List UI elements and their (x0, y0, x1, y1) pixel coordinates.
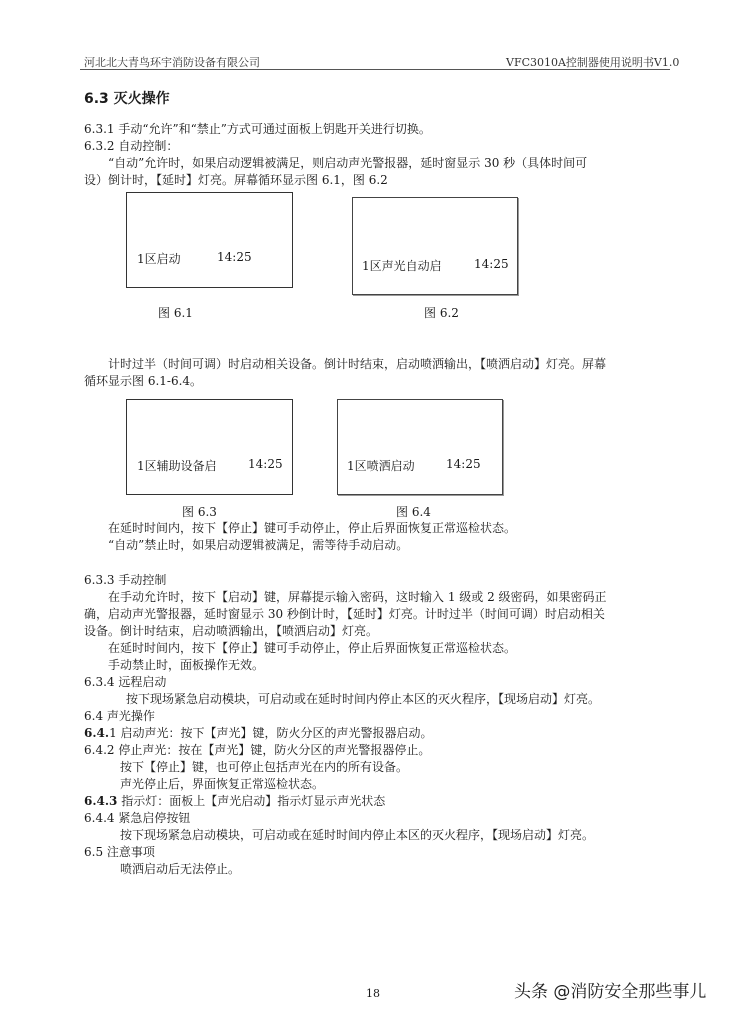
figure-6-3-text: 1区辅助设备启 (137, 459, 217, 473)
text-6-4-3 (84, 793, 385, 809)
figure-6-4-screen (337, 399, 503, 495)
text-manual-forbid: 手动禁止时，面板操作无效。 (108, 658, 265, 672)
figure-6-4-text: 1区喷洒启动 (347, 459, 415, 473)
text-6-4-4-heading: 6.4.4 紧急启停按钮 (84, 811, 191, 825)
section-title: 6.3 灭火操作 (84, 91, 170, 107)
text-auto-allow: “自动”允许时，如果启动逻辑被满足，则启动声光警报器，延时窗显示 30 秒（具体时间可 (108, 156, 588, 170)
figure-6-1-screen (126, 192, 293, 288)
header-manual-title: VFC3010A控制器使用说明书V1.0 (506, 56, 680, 69)
text-manual-allow: 在手动允许时，按下【启动】键，屏幕提示输入密码，这时输入 1 级或 2 级密码，如果密码正 (108, 590, 607, 604)
figure-6-3-caption: 图 6.3 (182, 505, 217, 519)
text-6-3-1: 6.3.1 手动“允许”和“禁止”方式可通过面板上钥匙开关进行切换。 (84, 122, 431, 136)
figure-6-4-time: 14:25 (446, 457, 481, 471)
text-6-4-3-number: 6.4.3 (84, 794, 118, 808)
text-manual-stop: 在延时时间内，按下【停止】键可手动停止，停止后界面恢复正常巡检状态。 (108, 641, 517, 655)
watermark: 头条 @消防安全那些事儿 (514, 982, 707, 1002)
figure-6-4-caption: 图 6.4 (396, 505, 431, 519)
figure-6-2-text: 1区声光自动启 (362, 259, 442, 273)
figure-6-3-screen (126, 399, 293, 495)
header-rule (80, 69, 670, 70)
text-manual-allow-cont1: 确，启动声光警报器，延时窗显示 30 秒倒计时，【延时】灯亮。计时过半（时间可调）时启动相关 (84, 607, 605, 621)
text-manual-allow-cont2: 设备。倒计时结束，启动喷洒输出，【喷洒启动】灯亮。 (84, 624, 379, 638)
text-spray-note: 喷洒启动后无法停止。 (120, 862, 241, 876)
figure-6-2-caption: 图 6.2 (424, 306, 459, 320)
page-number: 18 (366, 987, 380, 1000)
text-6-3-4-heading: 6.3.4 远程启动 (84, 675, 167, 689)
text-6-4-3-body: 指示灯：面板上【声光启动】指示灯显示声光状态 (117, 794, 386, 808)
text-half-time: 计时过半（时间可调）时启动相关设备。倒计时结束，启动喷洒输出，【喷洒启动】灯亮。屏幕 (108, 357, 607, 371)
text-half-time-cont: 循环显示图 6.1-6.4。 (84, 374, 203, 388)
header-company: 河北北大青鸟环宇消防设备有限公司 (84, 56, 260, 69)
text-emergency-button: 按下现场紧急启动模块，可启动或在延时时间内停止本区的灭火程序，【现场启动】灯亮。 (120, 828, 595, 842)
figure-6-2-screen (352, 197, 518, 295)
figure-6-2-time: 14:25 (474, 257, 509, 271)
text-stop-all: 按下【停止】键，也可停止包括声光在内的所有设备。 (120, 760, 409, 774)
figure-6-1-time: 14:25 (217, 250, 252, 264)
text-auto-forbid: “自动”禁止时，如果启动逻辑被满足，需等待手动启动。 (108, 538, 409, 552)
figure-6-1-text: 1区启动 (137, 252, 181, 266)
text-6-5-heading: 6.5 注意事项 (84, 845, 155, 859)
text-6-4-1-number: 6.4. (84, 726, 110, 740)
text-6-4-1-body: 1 启动声光：按下【声光】键，防火分区的声光警报器启动。 (109, 726, 433, 740)
text-6-4-1 (84, 725, 433, 741)
figure-6-3-time: 14:25 (248, 457, 283, 471)
figure-6-1-caption: 图 6.1 (158, 306, 193, 320)
text-6-3-2-heading: 6.3.2 自动控制： (84, 139, 179, 153)
text-remote-start: 按下现场紧急启动模块，可启动或在延时时间内停止本区的灭火程序，【现场启动】灯亮。 (126, 692, 601, 706)
text-after-stop: 声光停止后，界面恢复正常巡检状态。 (120, 777, 325, 791)
text-6-3-3-heading: 6.3.3 手动控制 (84, 573, 167, 587)
text-auto-allow-cont: 设）倒计时，【延时】灯亮。屏幕循环显示图 6.1，图 6.2 (84, 173, 388, 187)
text-6-4-heading: 6.4 声光操作 (84, 709, 155, 723)
text-6-4-2: 6.4.2 停止声光：按在【声光】键，防火分区的声光警报器停止。 (84, 743, 431, 757)
text-delay-stop: 在延时时间内，按下【停止】键可手动停止，停止后界面恢复正常巡检状态。 (108, 521, 517, 535)
